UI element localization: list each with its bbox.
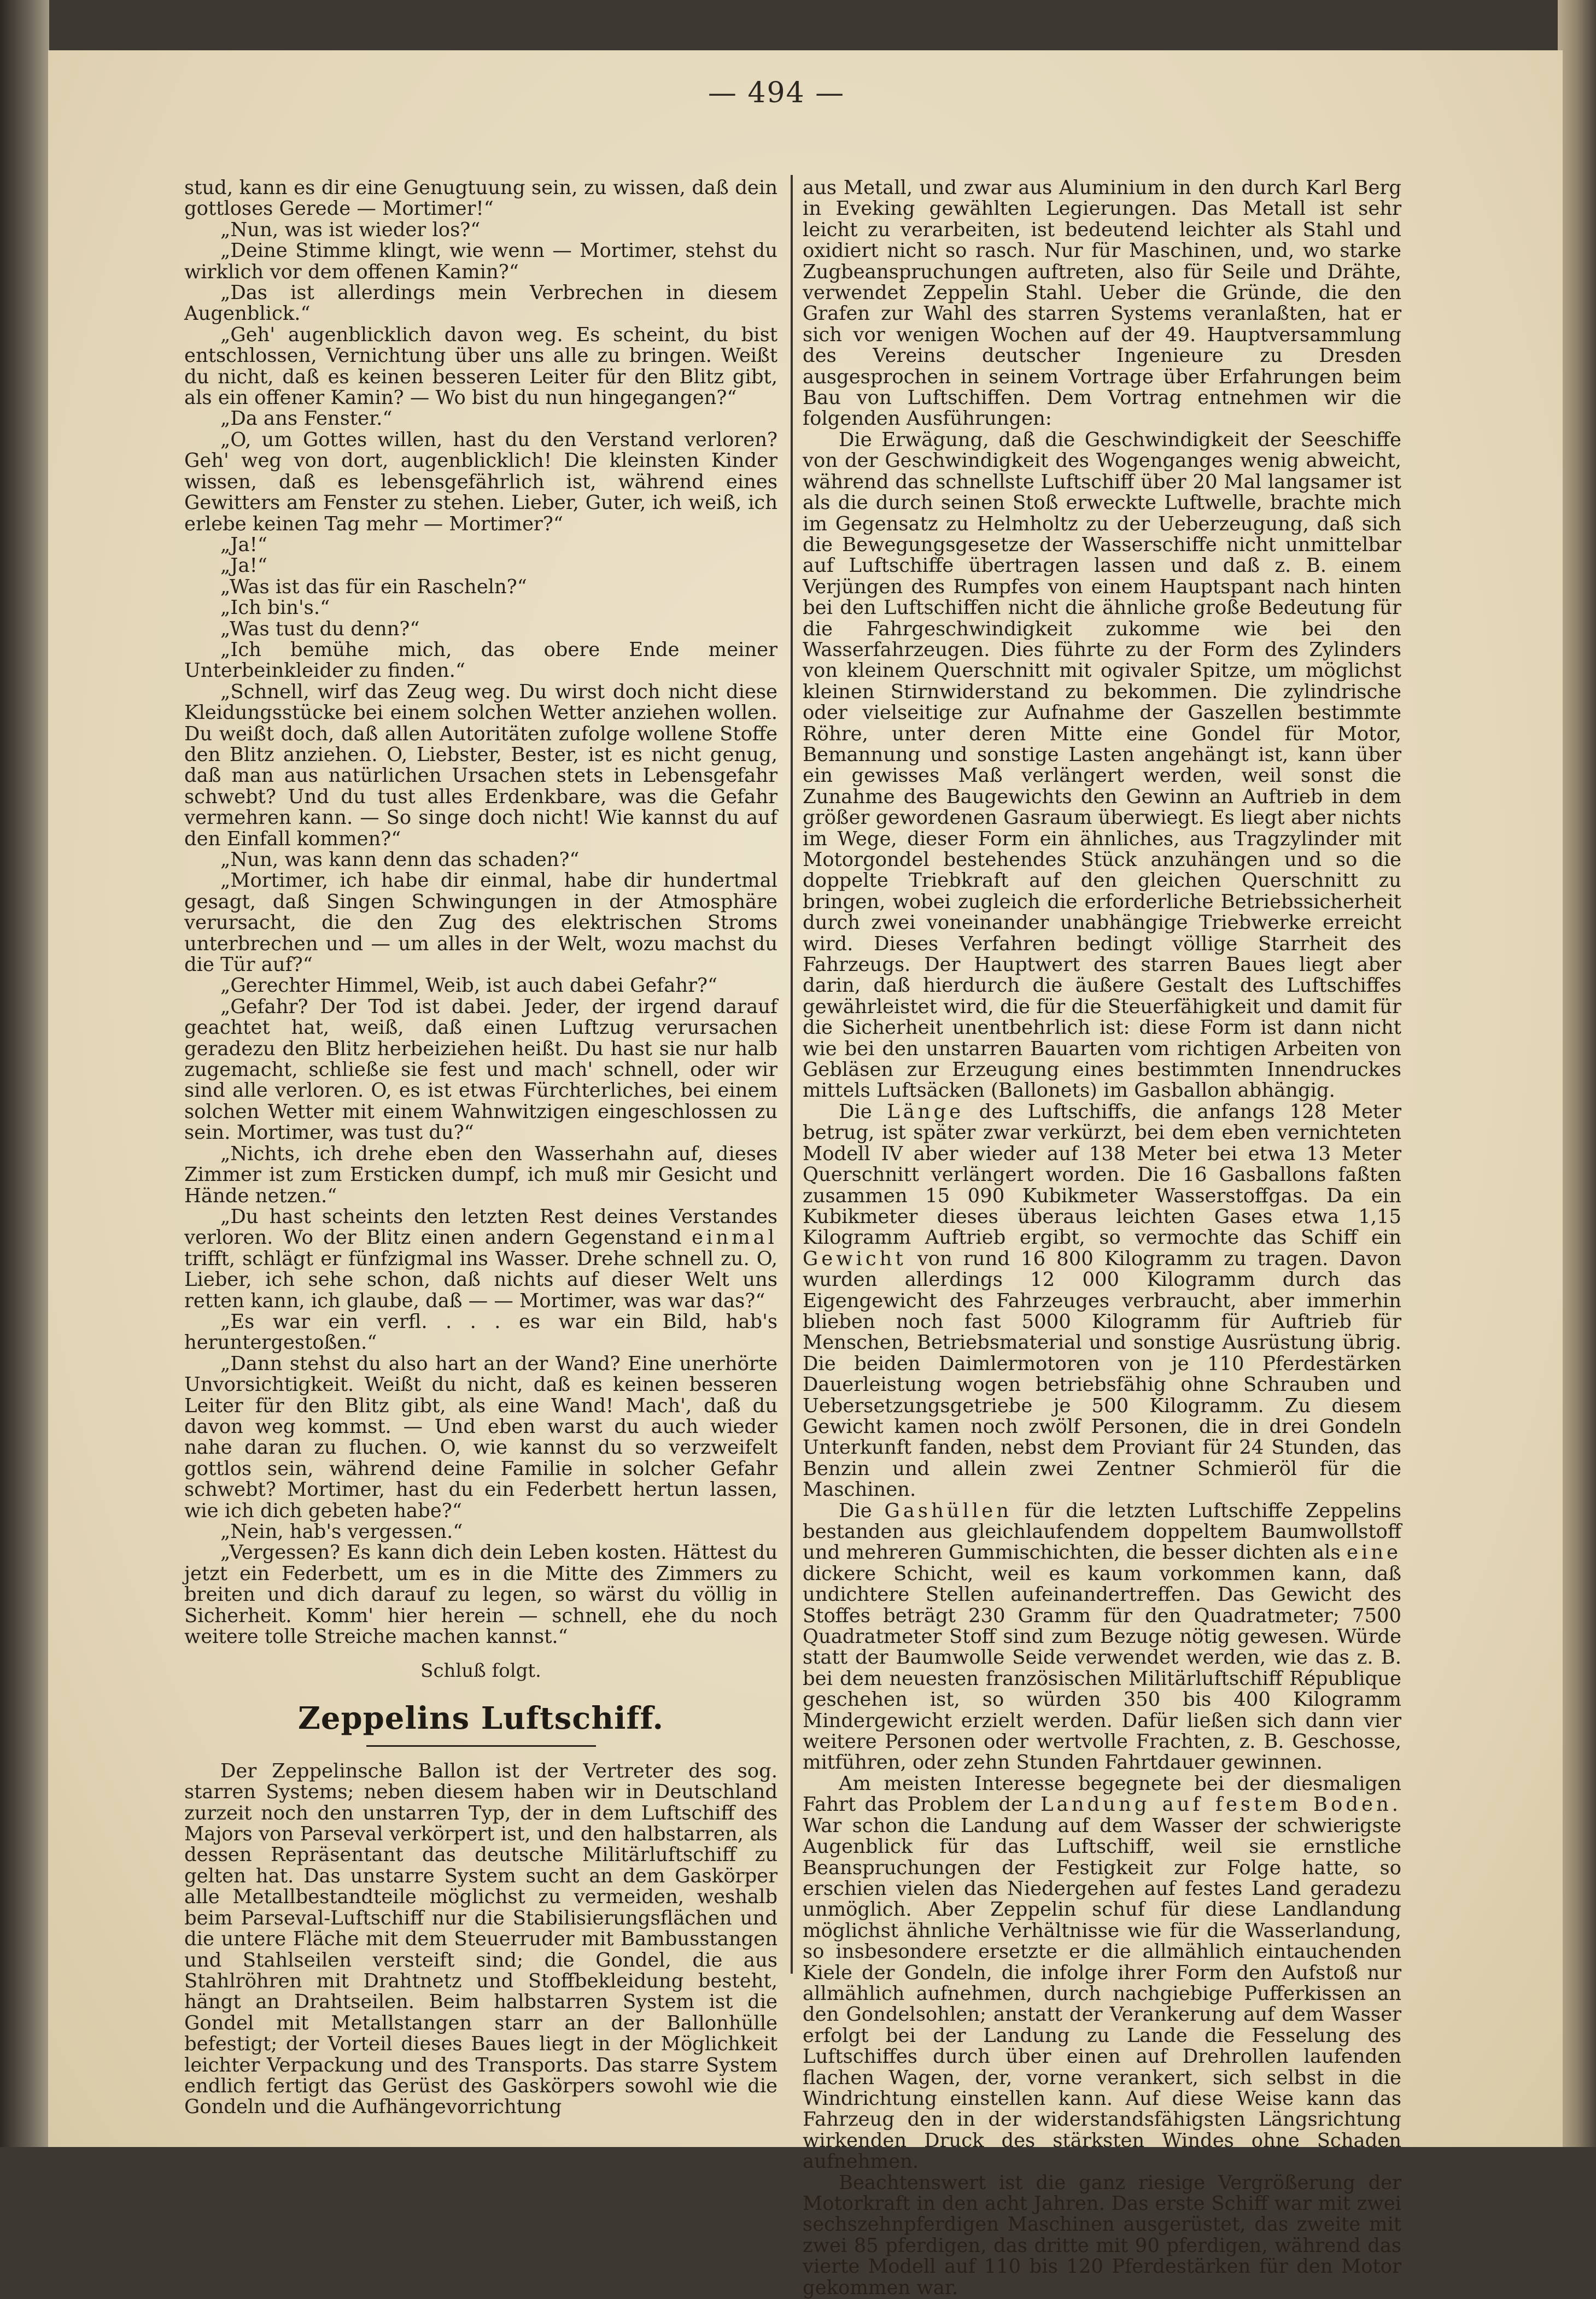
article-text: des Luftschiffs, die anfangs 128 Meter betrug, ist später zwar verkürzt, bei dem eben vernichteten Modell IV aber wieder auf 138 Meter bei etwa 13 Meter Querschnitt verlängert worden. Die 16 Gasballons faßten zusammen 15 090 Kubikmeter Wasserstoffgas. Da ein Kubikmeter dieses überaus leichten Gases etwa 1,15 Kilogramm Auftrieb ergibt, so vermochte das Schiff ein: [803, 1100, 1402, 1249]
article-paragraph: Die Erwägung, daß die Geschwindigkeit der Seeschiffe von der Geschwindigkeit des Wogenganges wenig abweicht, während das schnellste Luftschiff über 20 Mal langsamer ist als die durch seinen Stoß erweckte Luftwelle, brachte mich im Gegensatz zu Helmholtz zu der Ueberzeugung, daß sich die Bewegungsgesetze der Wasserschiffe nicht unmittelbar auf Luftschiffe übertragen lassen und daß z. B. einem Verjüngen des Rumpfes von einem Hauptspant nach hinten bei den Luftschiffen nicht die ähnliche große Bedeutung für die Fahrgeschwindigkeit zukomme wie bei den Wasserfahrzeugen. Dies führte zu der Form des Zylinders von kleinem Querschnitt mit ogivaler Spitze, um möglichst kleinen Stirnwiderstand zu bekommen. Die zylindrische oder vielseitige zur Aufnahme der Gaszellen bestimmte Röhre, unter deren Mitte eine Gondel für Motor, Bemannung und sonstige Lasten angehängt ist, kann über ein gewisses Maß verlängert werden, weil sonst die Zunahme des Baugewichts den Gewinn an Auftrieb in dem größer gewordenen Gasraum überwiegt. Es liegt aber nichts im Wege, dieser Form ein ähnliches, aus Tragzylinder mit Motorgondel bestehendes Stück anzuhängen und so die doppelte Triebkraft auf den gleichen Querschnitt zu bringen, wobei zugleich die erforderliche Betriebssicherheit durch zwei voneinander unabhängige Triebwerke erreicht wird. Dieses Verfahren bedingt völlige Starrheit des Fahrzeugs. Der Hauptwert des starren Baues liegt aber darin, daß hierdurch die äußere Gestalt des Luftschiffes gewährleistet wird, die für die Steuerfähigkeit und damit für die Sicherheit unentbehrlich ist: diese Form ist dann nicht wie bei den unstarren Bauarten vom richtigen Arbeiten von Gebläsen zur Erzeugung eines bestimmten Innendruckes mittels Luftsäcken (Ballonets) im Gasballon abhängig.: [803, 428, 1401, 1102]
story-paragraph: „Nun, was kann denn das schaden?“: [220, 849, 580, 871]
story-paragraph: „Gerechter Himmel, Weib, ist auch dabei Gefahr?“: [220, 974, 718, 997]
story-paragraph: „Ja!“: [220, 533, 267, 556]
article-text: Die: [839, 1499, 872, 1522]
article-paragraph: Beachtenswert ist die ganz riesige Vergrößerung der Motorkraft in den acht Jahren. Das erste Schiff war mit zwei sechszehnpferdigen Maschinen ausgerüstet, das zweite mit zwei 85 pferdigen, das dritte mit 90 pferdigen, während das vierte Modell auf 110 bis 120 Pferdestärken für den Motor gekommen war.: [803, 2171, 1401, 2299]
story-paragraph: „Schnell, wirf das Zeug weg. Du wirst doch nicht diese Kleidungsstücke bei einem solchen Wetter anziehen wollen. Du weißt doch, daß allen Autoritäten zufolge wollene Stoffe den Blitz anziehen. O, Liebster, Bester, ist es nicht genug, daß man aus natürlichen Ursachen stets in Lebensgefahr schwebt? Und du tust alles Erdenkbare, was die Gefahr vermehren kann. — So singe doch nicht! Wie kannst du auf den Einfall kommen?“: [184, 680, 777, 850]
article-title: Zeppelins Luftschiff.: [297, 1700, 664, 1736]
binding-edge-right: [1558, 0, 1596, 2147]
article-text: Am meisten Interesse begegnete bei der diesmaligen Fahrt das Problem der: [803, 1772, 1401, 1816]
article-paragraph: [803, 1501, 1401, 1774]
story-text: trifft, schlägt er fünfzigmal ins Wasser. Drehe schnell zu. O, Lieber, ich sehe schon, daß nichts auf dieser Welt uns retten kann, ich glaube, daß — — Mortimer, was war das?“: [184, 1247, 777, 1312]
story-paragraph: [184, 1207, 777, 1312]
story-paragraph: stud, kann es dir eine Genugtuung sein, zu wissen, daß dein gottloses Gerede — Mortimer!“: [184, 177, 777, 220]
story-paragraph: „Dann stehst du also hart an der Wand? Eine unerhörte Unvorsichtigkeit. Weißt du nicht, daß es keinen besseren Leiter für den Blitz gibt, als eine Wand! Mach', daß du davon weg kommst. — Und eben warst du auch wieder nahe daran zu fluchen. O, wie kannst du so verzweifelt gottlos sein, während deine Familie in solcher Gefahr schwebt? Mortimer, hast du ein Federbett hertun lassen, wie ich dich gebeten habe?“: [184, 1352, 777, 1522]
column-divider: [791, 175, 793, 1974]
story-paragraph: „Ich bin's.“: [220, 596, 330, 619]
story-paragraph: „Ich bemühe mich, das obere Ende meiner Unterbeinkleider zu finden.“: [184, 638, 777, 682]
story-paragraph: „O, um Gottes willen, hast du den Verstand verloren? Geh' weg von dort, augenblicklich! Die kleinsten Kinder wissen, daß es lebensgefährlich ist, während eines Gewitters am Fenster zu stehen. Lieber, Guter, ich weiß, ich erlebe keinen Tag mehr — Mortimer?“: [184, 428, 777, 535]
story-paragraph: „Deine Stimme klingt, wie wenn — Mortimer, stehst du wirklich vor dem offenen Kamin?“: [184, 239, 777, 283]
story-paragraph: „Es war ein verfl. . . . es war ein Bild, hab's heruntergestoßen.“: [184, 1310, 777, 1354]
emphasized-word: Gewicht: [803, 1247, 907, 1270]
article-paragraph: Der Zeppelinsche Ballon ist der Vertreter des sog. starren Systems; neben diesem haben wir in Deutschland zurzeit noch den unstarren Typ, der in dem Luftschiff des Majors von Parseval verkörpert ist, und den halbstarren, als dessen Repräsentant das deutsche Militärluftschiff zu gelten hat. Das unstarre System sucht an dem Gaskörper alle Metallbestandteile möglichst zu vermeiden, weshalb beim Parseval-Luftschiff nur die Stabilisierungsflächen und die untere Fläche mit dem Steuerruder mit Bambusstangen und Stahlseilen versteift sind; die Gondel, die aus Stahlröhren mit Drahtnetz und Stoffbekleidung besteht, hängt an Drahtseilen. Beim halbstarren System ist die Gondel mit Metallstangen starr an der Ballonhülle befestigt; der Vorteil dieses Baues liegt in der Möglichkeit leichter Verpackung und des Transports. Das starre System endlich fertigt das Gerüst des Gaskörpers sowohl wie die Gondeln und die Aufhängevorrichtung: [184, 1759, 777, 2119]
emphasized-word: eine: [1347, 1541, 1401, 1564]
article-paragraph: [803, 1774, 1401, 2173]
page-number: — 494 —: [708, 77, 845, 109]
story-paragraph: „Geh' augenblicklich davon weg. Es scheint, du bist entschlossen, Vernichtung über uns alle zu bringen. Weißt du nicht, daß es keinen besseren Leiter für den Blitz gibt, als ein offener Kamin? — Wo bist du nun hingegangen?“: [184, 323, 777, 410]
story-paragraph: „Vergessen? Es kann dich dein Leben kosten. Hättest du jetzt ein Federbett, um es in die Mitte des Zimmers zu breiten und dich darauf zu legen, so wärst du völlig in Sicherheit. Komm' hier herein — schnell, ehe du noch weitere tolle Streiche machen kannst.“: [184, 1541, 777, 1648]
story-paragraph: „Nichts, ich drehe eben den Wasserhahn auf, dieses Zimmer ist zum Ersticken dumpf, ich muß mir Gesicht und Hände netzen.“: [184, 1142, 777, 1207]
emphasized-word: Länge: [887, 1100, 964, 1123]
emphasized-word: einmal: [691, 1226, 777, 1249]
article-text: War schon die Landung auf dem Wasser der schwierigste Augenblick für das Luftschiff, weil sie ernstliche Beanspruchungen der Festigkeit zur Folge hatte, so erschien vielen das Niedergehen auf festes Land geradezu unmöglich. Aber Zeppelin schuf für diese Landlandung möglichst ähnliche Verhältnisse wie für die Wasserlandung, so insbesondere ersetzte er die allmählich eintauchenden Kiele der Gondeln, die infolge ihrer Form den Aufstoß nur allmählich aufnehmen, durch nachgiebige Pufferkissen an den Gondelsohlen; anstatt der Verankerung auf dem Wasser erfolgt bei der Landung zu Lande die Fesselung des Luftschiffes durch über einen auf Drehrollen laufenden flachen Wagen, der, vorne verankert, sich selbst in die Windrichtung einstellen kann. Auf diese Weise kann das Fahrzeug den in der widerstandsfähigsten Längsrichtung wirkenden Druck des stärksten Windes ohne Schaden aufnehmen.: [803, 1814, 1401, 2173]
article-text: für die letzten Luftschiffe Zeppelins bestanden aus gleichlaufendem doppeltem Baumwollstoff und mehreren Gummischichten, die besser dichten als: [803, 1499, 1401, 1564]
story-paragraph: „Nun, was ist wieder los?“: [220, 218, 481, 241]
emphasized-word: Gashüllen: [884, 1499, 1012, 1522]
right-column: [803, 178, 1401, 2298]
story-paragraph: „Da ans Fenster.“: [220, 407, 393, 430]
binding-edge-left: [0, 0, 49, 2147]
article-text: Die: [839, 1100, 872, 1123]
story-paragraph: „Gefahr? Der Tod ist dabei. Jeder, der irgend darauf geachtet hat, weiß, daß einen Luftzug verursachen geradezu den Blitz herbeiziehen heißt. Du hast sie nur halb zugemacht, schließe sie fest und mach' schnell, oder wir sind alle verloren. O, es ist etwas Fürchterliches, bei einem solchen Wetter mit einem Wahnwitzigen eingeschlossen zu sein. Mortimer, was tust du?“: [184, 995, 777, 1144]
story-text: „Du hast scheints den letzten Rest deines Verstandes verloren. Wo der Blitz einen andern Gegenstand: [184, 1205, 777, 1249]
story-paragraph: „Mortimer, ich habe dir einmal, habe dir hundertmal gesagt, daß Singen Schwingungen in der Atmosphäre verursacht, die den Zug des elektrischen Stroms unterbrechen und — um alles in der Welt, wozu machst du die Tür auf?“: [184, 869, 777, 976]
story-paragraph: „Ja!“: [220, 554, 267, 577]
article-text: dickere Schicht, weil es kaum vorkommen kann, daß undichtere Stellen aufeinandertreffen. Das Gewicht des Stoffes beträgt 230 Gramm für den Quadratmeter; 7500 Quadratmeter Stoff sind zum Bezuge nötig gewesen. Würde statt der Baumwolle Seide verwendet werden, wie das z. B. bei dem neuesten französischen Militärluftschiff République geschehen ist, so würden 350 bis 400 Kilogramm Mindergewicht erzielt werden. Dafür ließen sich dann vier weitere Personen oder wertvolle Frachten, z. B. Geschosse, mitführen, oder zehn Stunden Fahrtdauer gewinnen.: [803, 1562, 1401, 1774]
story-paragraph: „Was tust du denn?“: [220, 617, 420, 640]
article-text: von rund 16 800 Kilogramm zu tragen. Davon wurden allerdings 12 000 Kilogramm durch das Eigengewicht des Fahrzeuges verbraucht, aber immerhin blieben noch fast 5000 Kilogramm für Auftrieb für Menschen, Betriebsmaterial und sonstige Ausrüstung übrig. Die beiden Daimlermotoren von je 110 Pferdestärken Dauerleistung wogen betriebsfähig ohne Schrauben und Uebersetzungsgetriebe je 500 Kilogramm. Zu diesem Gewicht kamen noch zwölf Personen, die in drei Gondeln Unterkunft fanden, nebst dem Proviant für 24 Stunden, das Benzin und allein zwei Zentner Schmieröl für die Maschinen.: [803, 1247, 1401, 1501]
story-paragraph: „Nein, hab's vergessen.“: [220, 1520, 463, 1543]
story-paragraph: „Das ist allerdings mein Verbrechen in diesem Augenblick.“: [184, 282, 777, 325]
story-paragraph: „Was ist das für ein Rascheln?“: [220, 575, 527, 598]
to-be-continued-note: Schluß folgt.: [420, 1660, 541, 1682]
title-divider: [366, 1745, 596, 1747]
left-column: [184, 178, 777, 2118]
article-paragraph: [803, 1102, 1401, 1501]
emphasized-word: Landung auf festem Boden.: [1040, 1793, 1401, 1816]
article-paragraph: aus Metall, und zwar aus Aluminium in den durch Karl Berg in Eveking gewählten Legierungen. Das Metall ist sehr leicht zu verarbeiten, ist bedeutend leichter als Stahl und oxidiert nicht so rasch. Nur für Maschinen, und, wo starke Zugbeanspruchungen auftreten, also für Seile und Drähte, verwendet Zeppelin Stahl. Ueber die Gründe, die den Grafen zur Wahl des starren Systems veranlaßten, hat er sich vor wenigen Wochen auf der 49. Hauptversammlung des Vereins deutscher Ingenieure zu Dresden ausgesprochen in seinem Vortrage über Erfahrungen beim Bau von Luftschiffen. Dem Vortrag entnehmen wir die folgenden Ausführungen:: [803, 177, 1401, 430]
